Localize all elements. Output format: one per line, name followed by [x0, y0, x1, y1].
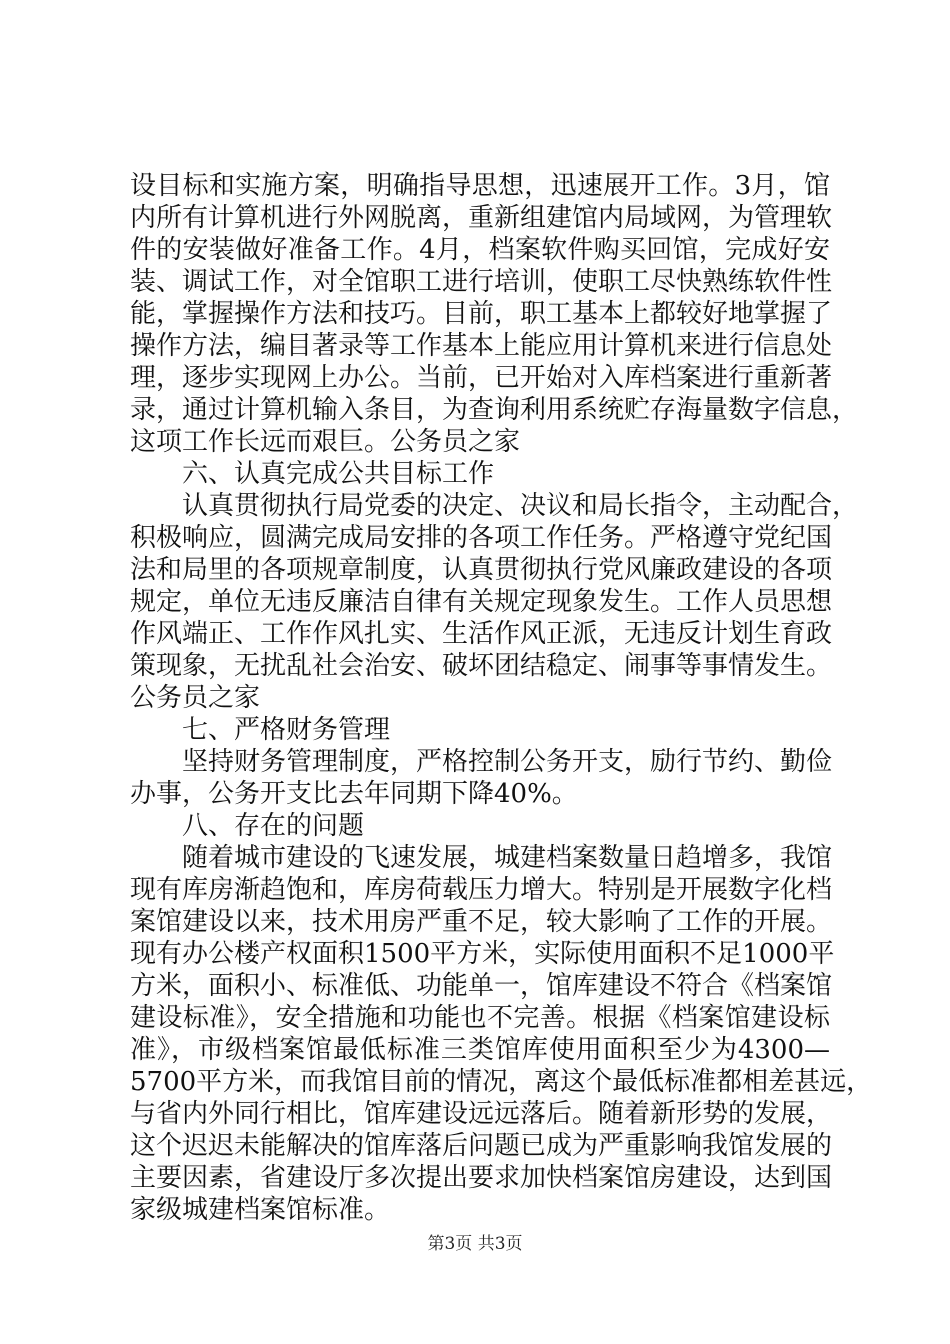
- body-line: 录，通过计算机输入条目，为查询利用系统贮存海量数字信息，: [130, 395, 859, 425]
- body-line: 随着城市建设的飞速发展，城建档案数量日趋增多，我馆: [182, 843, 833, 873]
- body-line: 与省内外同行相比，馆库建设远远落后。随着新形势的发展，: [130, 1099, 833, 1129]
- body-line: 理，逐步实现网上办公。当前，已开始对入库档案进行重新著: [130, 363, 833, 393]
- body-line: 坚持财务管理制度，严格控制公务开支，励行节约、勤俭: [182, 747, 833, 777]
- body-line: 这个迟迟未能解决的馆库落后问题已成为严重影响我馆发展的: [130, 1131, 833, 1161]
- body-line: 作风端正、工作作风扎实、生活作风正派，无违反计划生育政: [130, 619, 833, 649]
- body-line: 方米，面积小、标准低、功能单一，馆库建设不符合《档案馆: [130, 971, 833, 1001]
- body-line: 认真贯彻执行局党委的决定、决议和局长指令，主动配合，: [182, 491, 859, 521]
- body-line: 现有库房渐趋饱和，库房荷载压力增大。特别是开展数字化档: [130, 875, 833, 905]
- body-line: 内所有计算机进行外网脱离，重新组建馆内局域网，为管理软: [130, 203, 833, 233]
- body-line: 规定，单位无违反廉洁自律有关规定现象发生。工作人员思想: [130, 587, 833, 617]
- body-line: 现有办公楼产权面积1500平方米，实际使用面积不足1000平: [130, 939, 835, 969]
- section-heading: 七、严格财务管理: [182, 715, 391, 745]
- body-line: 建设标准》，安全措施和功能也不完善。根据《档案馆建设标: [130, 1003, 830, 1033]
- body-line: 件的安装做好准备工作。4月，档案软件购买回馆，完成好安: [130, 235, 830, 265]
- body-line: 这项工作长远而艰巨。公务员之家: [130, 427, 521, 457]
- body-line: 设目标和实施方案，明确指导思想，迅速展开工作。3月，馆: [130, 171, 830, 201]
- document-body: [130, 170, 873, 1226]
- body-line: 案馆建设以来，技术用房严重不足，较大影响了工作的开展。: [130, 907, 833, 937]
- body-line: 办事，公务开支比去年同期下降40%。: [130, 779, 578, 809]
- section-heading: 六、认真完成公共目标工作: [182, 459, 495, 489]
- page-number-footer: 第3页 共3页: [427, 1234, 523, 1254]
- body-line: 准》，市级档案馆最低标准三类馆库使用面积至少为4300—: [130, 1035, 830, 1065]
- body-line: 装、调试工作，对全馆职工进行培训，使职工尽快熟练软件性: [130, 267, 833, 297]
- body-line: 积极响应，圆满完成局安排的各项工作任务。严格遵守党纪国: [130, 523, 833, 553]
- body-line: 主要因素，省建设厅多次提出要求加快档案馆房建设，达到国: [130, 1163, 833, 1193]
- body-line: 策现象，无扰乱社会治安、破坏团结稳定、闹事等事情发生。: [130, 651, 833, 681]
- body-line: 家级城建档案馆标准。: [130, 1195, 391, 1225]
- body-line: 公务员之家: [130, 683, 261, 713]
- section-heading: 八、存在的问题: [182, 811, 365, 841]
- body-line: 5700平方米，而我馆目前的情况，离这个最低标准都相差甚远，: [130, 1067, 873, 1097]
- body-line: 能，掌握操作方法和技巧。目前，职工基本上都较好地掌握了: [130, 299, 833, 329]
- body-line: 操作方法，编目著录等工作基本上能应用计算机来进行信息处: [130, 331, 833, 361]
- body-line: 法和局里的各项规章制度，认真贯彻执行党风廉政建设的各项: [130, 555, 833, 585]
